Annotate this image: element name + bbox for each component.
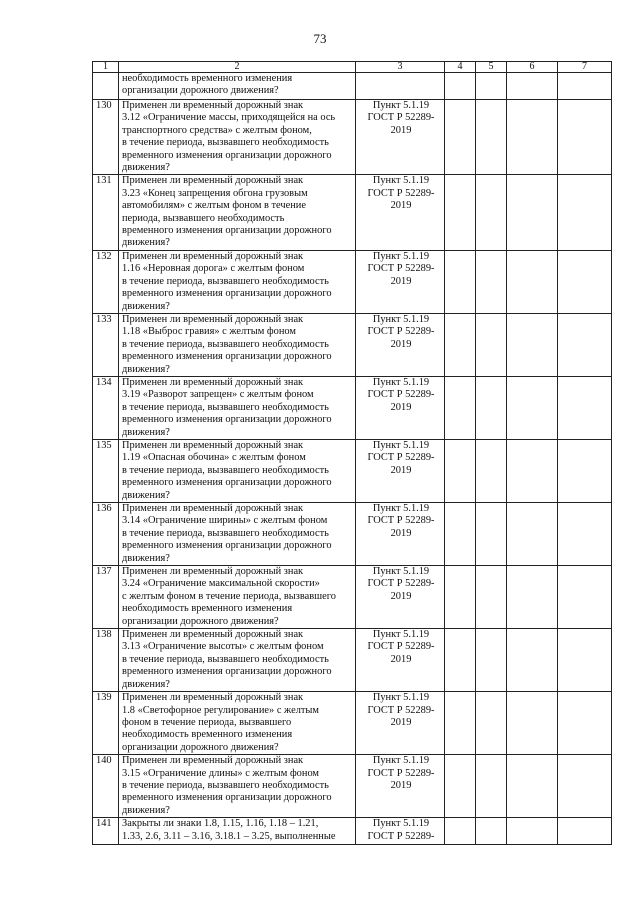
answer-cell-7 <box>558 175 612 250</box>
row-question: Применен ли временный дорожный знак 3.24 «Ограничение максимальной скорости» с желтым фоном в течение периода, вызвавшего необходимость временного изменения организации дорожного движения? <box>119 566 356 629</box>
answer-cell-5 <box>476 692 507 755</box>
answer-cell-4 <box>445 692 476 755</box>
answer-cell-4 <box>445 250 476 313</box>
answer-cell-5 <box>476 100 507 175</box>
continuation-row <box>93 73 612 100</box>
answer-cell-5 <box>476 73 507 100</box>
table-row <box>93 629 612 692</box>
answer-cell-4 <box>445 73 476 100</box>
row-number: 134 <box>93 376 119 439</box>
row-number: 137 <box>93 566 119 629</box>
column-header-7: 7 <box>558 62 612 73</box>
row-question: Применен ли временный дорожный знак 1.8 «Светофорное регулирование» с желтым фоном в течение периода, вызвавшего необходимость временного изменения организации дорожного движения? <box>119 692 356 755</box>
answer-cell-4 <box>445 439 476 502</box>
answer-cell-6 <box>507 503 558 566</box>
row-reference: Пункт 5.1.19 ГОСТ Р 52289- 2019 <box>356 439 445 502</box>
column-header-5: 5 <box>476 62 507 73</box>
answer-cell-6 <box>507 755 558 818</box>
answer-cell-6 <box>507 100 558 175</box>
answer-cell-5 <box>476 250 507 313</box>
row-question: Применен ли временный дорожный знак 3.13 «Ограничение высоты» с желтым фоном в течение периода, вызвавшего необходимость временного изменения организации дорожного движения? <box>119 629 356 692</box>
row-question: Применен ли временный дорожный знак 3.14 «Ограничение ширины» с желтым фоном в течение периода, вызвавшего необходимость временного изменения организации дорожного движения? <box>119 503 356 566</box>
answer-cell-5 <box>476 566 507 629</box>
row-question: Закрыты ли знаки 1.8, 1.15, 1.16, 1.18 – 1.21, 1.33, 2.6, 3.11 – 3.16, 3.18.1 – 3.25, выполненные <box>119 818 356 845</box>
row-number: 130 <box>93 100 119 175</box>
answer-cell-6 <box>507 313 558 376</box>
answer-cell-7 <box>558 566 612 629</box>
row-reference: Пункт 5.1.19 ГОСТ Р 52289- 2019 <box>356 692 445 755</box>
row-number: 140 <box>93 755 119 818</box>
answer-cell-4 <box>445 503 476 566</box>
answer-cell-7 <box>558 250 612 313</box>
row-reference: Пункт 5.1.19 ГОСТ Р 52289- 2019 <box>356 250 445 313</box>
answer-cell-5 <box>476 313 507 376</box>
answer-cell-4 <box>445 313 476 376</box>
table-row <box>93 692 612 755</box>
table-row <box>93 175 612 250</box>
answer-cell-7 <box>558 376 612 439</box>
row-question: Применен ли временный дорожный знак 3.19 «Разворот запрещен» с желтым фоном в течение периода, вызвавшего необходимость временного изменения организации дорожного движения? <box>119 376 356 439</box>
answer-cell-5 <box>476 503 507 566</box>
table-row <box>93 503 612 566</box>
column-header-3: 3 <box>356 62 445 73</box>
answer-cell-7 <box>558 503 612 566</box>
row-number: 139 <box>93 692 119 755</box>
row-number: 141 <box>93 818 119 845</box>
row-reference: Пункт 5.1.19 ГОСТ Р 52289- 2019 <box>356 100 445 175</box>
column-header-6: 6 <box>507 62 558 73</box>
answer-cell-5 <box>476 818 507 845</box>
row-number: 132 <box>93 250 119 313</box>
table-row <box>93 439 612 502</box>
row-number: 136 <box>93 503 119 566</box>
row-reference: Пункт 5.1.19 ГОСТ Р 52289- 2019 <box>356 313 445 376</box>
table-row <box>93 818 612 845</box>
answer-cell-6 <box>507 376 558 439</box>
answer-cell-4 <box>445 818 476 845</box>
answer-cell-7 <box>558 692 612 755</box>
answer-cell-6 <box>507 818 558 845</box>
answer-cell-4 <box>445 755 476 818</box>
column-header-4: 4 <box>445 62 476 73</box>
answer-cell-4 <box>445 175 476 250</box>
answer-cell-6 <box>507 73 558 100</box>
row-number: 138 <box>93 629 119 692</box>
answer-cell-4 <box>445 376 476 439</box>
row-number: 133 <box>93 313 119 376</box>
row-reference: Пункт 5.1.19 ГОСТ Р 52289- 2019 <box>356 755 445 818</box>
answer-cell-5 <box>476 439 507 502</box>
row-question: Применен ли временный дорожный знак 3.12 «Ограничение массы, приходящейся на ось транспортного средства» с желтым фоном, в течение периода, вызвавшего необходимость временного изменения организации дорожного движения? <box>119 100 356 175</box>
answer-cell-6 <box>507 175 558 250</box>
answer-cell-7 <box>558 629 612 692</box>
row-question: Применен ли временный дорожный знак 3.15 «Ограничение длины» с желтым фоном в течение периода, вызвавшего необходимость временного изменения организации дорожного движения? <box>119 755 356 818</box>
answer-cell-6 <box>507 250 558 313</box>
table-row <box>93 566 612 629</box>
row-reference: Пункт 5.1.19 ГОСТ Р 52289- 2019 <box>356 376 445 439</box>
row-question: необходимость временного изменения организации дорожного движения? <box>119 73 356 100</box>
page-number: 73 <box>313 31 327 46</box>
row-reference: Пункт 5.1.19 ГОСТ Р 52289- 2019 <box>356 175 445 250</box>
answer-cell-7 <box>558 755 612 818</box>
table-row <box>93 313 612 376</box>
answer-cell-7 <box>558 313 612 376</box>
answer-cell-6 <box>507 629 558 692</box>
answer-cell-7 <box>558 100 612 175</box>
column-header-1: 1 <box>93 62 119 73</box>
row-question: Применен ли временный дорожный знак 1.19 «Опасная обочина» с желтым фоном в течение периода, вызвавшего необходимость временного изменения организации дорожного движения? <box>119 439 356 502</box>
answer-cell-4 <box>445 629 476 692</box>
table-row <box>93 755 612 818</box>
row-reference: Пункт 5.1.19 ГОСТ Р 52289- 2019 <box>356 503 445 566</box>
answer-cell-6 <box>507 439 558 502</box>
table-row <box>93 376 612 439</box>
row-number: 131 <box>93 175 119 250</box>
answer-cell-7 <box>558 439 612 502</box>
row-number <box>93 73 119 100</box>
answer-cell-6 <box>507 692 558 755</box>
answer-cell-4 <box>445 100 476 175</box>
answer-cell-5 <box>476 629 507 692</box>
table-row <box>93 250 612 313</box>
answer-cell-5 <box>476 755 507 818</box>
answer-cell-7 <box>558 818 612 845</box>
answer-cell-4 <box>445 566 476 629</box>
answer-cell-7 <box>558 73 612 100</box>
row-question: Применен ли временный дорожный знак 3.23 «Конец запрещения обгона грузовым автомобилям» с желтым фоном в течение периода, вызвавшего необходимость временного изменения организации дорожного движения? <box>119 175 356 250</box>
answer-cell-5 <box>476 376 507 439</box>
answer-cell-6 <box>507 566 558 629</box>
table-row <box>93 100 612 175</box>
answer-cell-5 <box>476 175 507 250</box>
row-reference <box>356 73 445 100</box>
row-question: Применен ли временный дорожный знак 1.18 «Выброс гравия» с желтым фоном в течение периода, вызвавшего необходимость временного изменения организации дорожного движения? <box>119 313 356 376</box>
row-reference: Пункт 5.1.19 ГОСТ Р 52289- 2019 <box>356 629 445 692</box>
row-question: Применен ли временный дорожный знак 1.16 «Неровная дорога» с желтым фоном в течение периода, вызвавшего необходимость временного изменения организации дорожного движения? <box>119 250 356 313</box>
row-reference: Пункт 5.1.19 ГОСТ Р 52289- <box>356 818 445 845</box>
row-number: 135 <box>93 439 119 502</box>
checklist-table <box>92 61 612 845</box>
row-reference: Пункт 5.1.19 ГОСТ Р 52289- 2019 <box>356 566 445 629</box>
column-header-2: 2 <box>119 62 356 73</box>
column-number-header-row <box>93 62 612 73</box>
